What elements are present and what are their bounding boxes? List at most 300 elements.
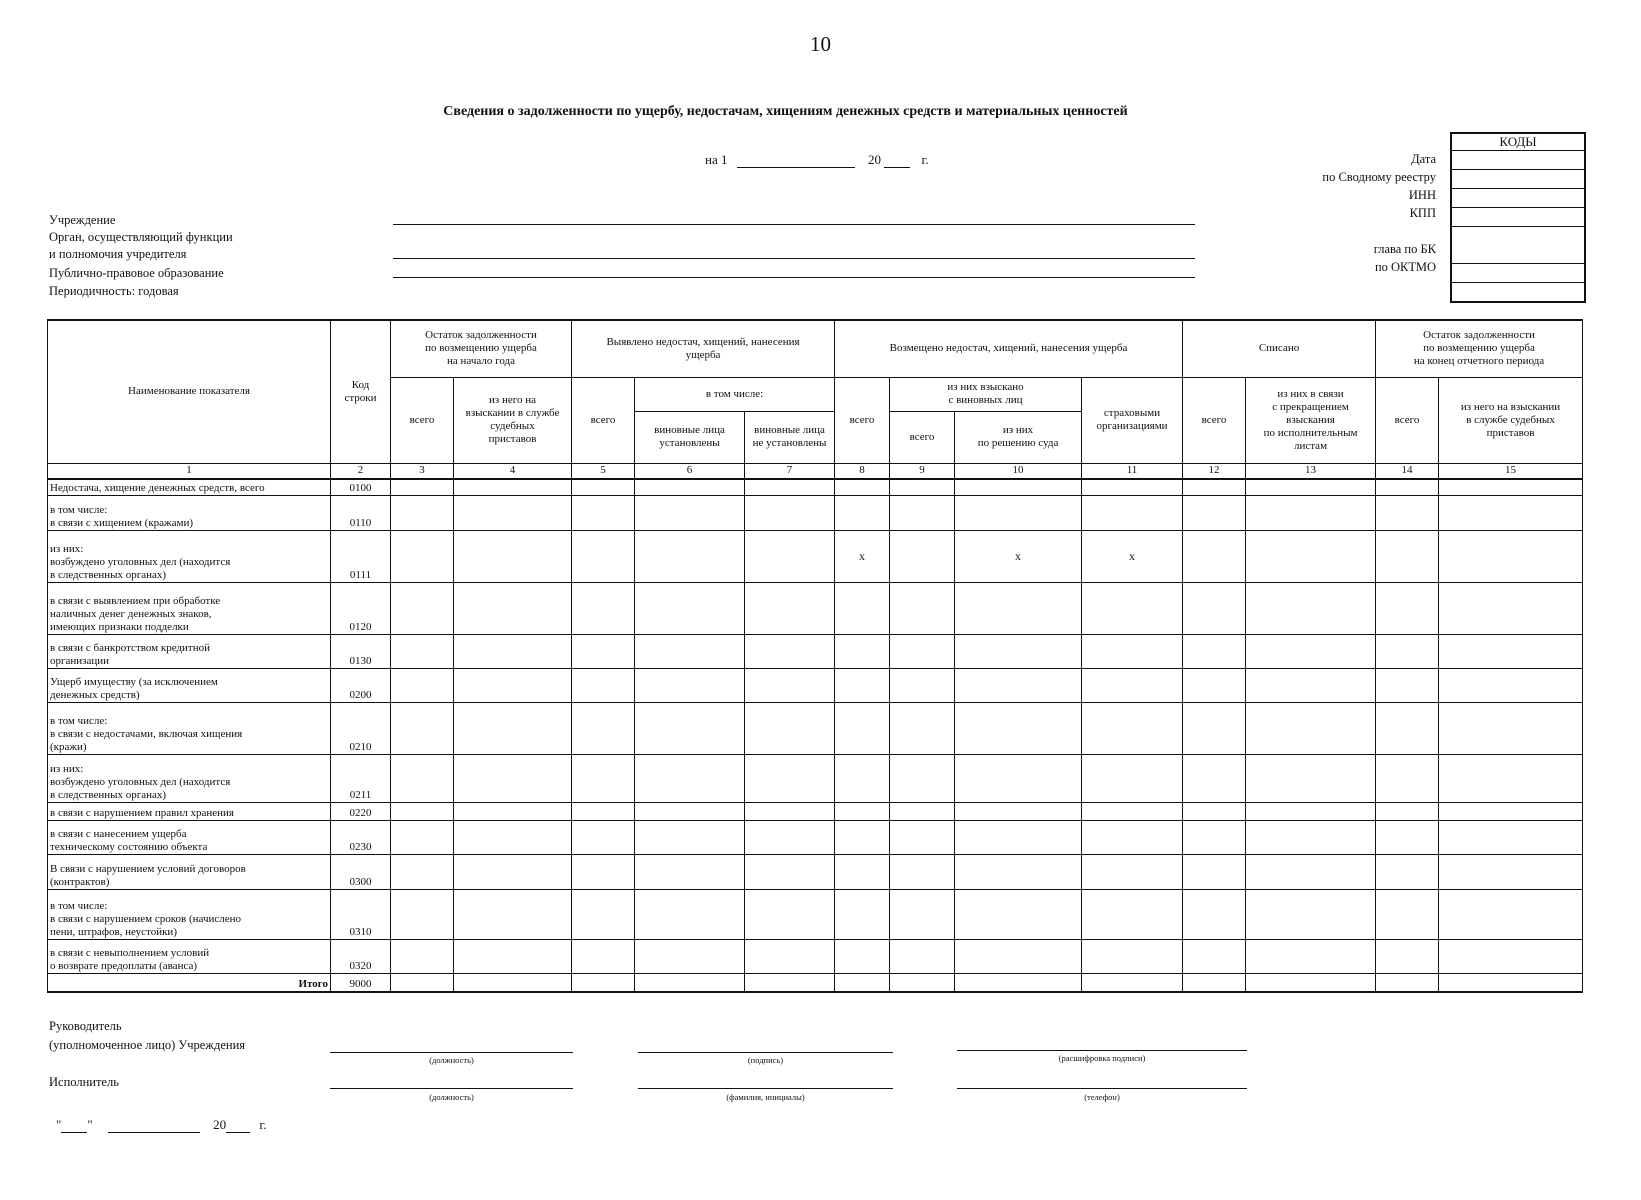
table-cell-col-4[interactable] (454, 703, 572, 755)
sign-year-prefix: 20 (213, 1117, 227, 1132)
table-cell-col-7[interactable] (745, 479, 835, 496)
label-executor: Исполнитель (49, 1075, 119, 1089)
table-cell-col-6[interactable] (635, 669, 745, 703)
row-name: Ущерб имуществу (за исключением денежных средств) (48, 669, 331, 703)
table-cell-col-12[interactable] (1183, 855, 1246, 890)
table-cell-col-12[interactable] (1183, 583, 1246, 635)
table-cell-col-14[interactable] (1376, 803, 1439, 821)
caption-position: (должность) (429, 1055, 474, 1065)
label-head-2: (уполномоченное лицо) Учреждения (49, 1038, 246, 1052)
institution-line[interactable] (393, 224, 1195, 225)
table-cell-col-14[interactable] (1376, 940, 1439, 974)
column-number: 11 (1082, 463, 1183, 479)
label-head-1: Руководитель (49, 1019, 122, 1033)
table-row (48, 755, 1583, 803)
table-row (48, 583, 1583, 635)
table-cell-col-13[interactable] (1246, 855, 1376, 890)
table-cell-col-5[interactable] (572, 803, 635, 821)
label-periodicity: Периодичность: годовая (49, 284, 179, 298)
table-cell-col-4[interactable] (454, 940, 572, 974)
table-cell-col-9[interactable] (890, 583, 955, 635)
col-header-recovered-from-guilty: из них взыскано с виновных лиц (890, 377, 1082, 411)
row-name: в связи с нанесением ущерба техническому состоянию объекта (48, 821, 331, 855)
table-cell-col-15[interactable] (1439, 479, 1583, 496)
label-institution: Учреждение (49, 213, 116, 227)
table-cell-col-8[interactable] (835, 479, 890, 496)
table-cell-col-4[interactable] (454, 496, 572, 531)
date-year-field[interactable] (884, 153, 910, 168)
caption-phone: (телефон) (1084, 1092, 1120, 1102)
table-cell-col-7[interactable] (745, 669, 835, 703)
table-cell-col-3[interactable] (391, 496, 454, 531)
table-cell-col-12[interactable] (1183, 940, 1246, 974)
table-cell-col-6[interactable] (635, 583, 745, 635)
table-cell-col-15[interactable] (1439, 821, 1583, 855)
table-cell-col-15[interactable] (1439, 974, 1583, 992)
table-cell-col-15[interactable] (1439, 635, 1583, 669)
table-cell-col-8[interactable] (835, 669, 890, 703)
table-cell-col-6[interactable] (635, 703, 745, 755)
table-cell-col-8[interactable] (835, 855, 890, 890)
table-cell-col-7[interactable] (745, 531, 835, 583)
col-header-total-9: всего (890, 411, 955, 463)
table-cell-col-8[interactable] (835, 803, 890, 821)
table-cell-col-4[interactable] (454, 755, 572, 803)
col-header-code: Код строки (331, 320, 391, 463)
row-code: 0320 (331, 940, 391, 974)
col-header-bailiffs-4: из него на взыскании в службе судебных приставов (454, 377, 572, 463)
table-cell-col-5[interactable] (572, 531, 635, 583)
table-cell-col-7[interactable] (745, 974, 835, 992)
table-cell-col-13[interactable] (1246, 703, 1376, 755)
table-cell-col-3[interactable] (391, 890, 454, 940)
signature-date (56, 1117, 267, 1133)
table-cell-col-3[interactable] (391, 703, 454, 755)
table-cell-col-12[interactable] (1183, 635, 1246, 669)
table-cell-col-3[interactable] (391, 479, 454, 496)
table-cell-col-7[interactable] (745, 803, 835, 821)
table-cell-col-3[interactable] (391, 669, 454, 703)
codes-label-inn: ИНН (1408, 188, 1436, 202)
quote-open: " (56, 1117, 62, 1132)
row-code: 0130 (331, 635, 391, 669)
codes-box (1450, 132, 1586, 303)
row-name: из них: возбуждено уголовных дел (находится в следственных органах) (48, 531, 331, 583)
table-cell-col-4[interactable] (454, 855, 572, 890)
table-cell-col-5[interactable] (572, 635, 635, 669)
table-cell-col-9[interactable] (890, 669, 955, 703)
column-number: 14 (1376, 463, 1439, 479)
table-cell-col-9[interactable] (890, 940, 955, 974)
table-cell-col-4[interactable] (454, 531, 572, 583)
codes-label-registry: по Сводному реестру (1322, 170, 1436, 184)
table-row (48, 635, 1583, 669)
col-header-bailiffs-15: из него на взыскании в службе судебных приставов (1439, 377, 1583, 463)
table-cell-col-14[interactable] (1376, 855, 1439, 890)
table-cell-col-6[interactable] (635, 855, 745, 890)
table-cell-col-13[interactable] (1246, 940, 1376, 974)
code-cell-empty[interactable] (1452, 283, 1584, 301)
table-cell-col-4[interactable] (454, 669, 572, 703)
table-cell-col-7[interactable] (745, 703, 835, 755)
table-cell-col-15[interactable] (1439, 890, 1583, 940)
row-code: 0230 (331, 821, 391, 855)
table-cell-col-3[interactable] (391, 821, 454, 855)
table-cell-col-13[interactable] (1246, 531, 1376, 583)
table-cell-col-7[interactable] (745, 940, 835, 974)
table-cell-col-10[interactable] (955, 755, 1082, 803)
col-header-guilty-found: виновные лица установлены (635, 411, 745, 463)
codes-label-kpp: КПП (1409, 206, 1436, 220)
head-position-line[interactable] (330, 1052, 573, 1053)
table-cell-col-14[interactable] (1376, 479, 1439, 496)
table-cell-col-15[interactable] (1439, 531, 1583, 583)
table-cell-col-13[interactable] (1246, 803, 1376, 821)
row-code: 0110 (331, 496, 391, 531)
executor-name-line[interactable] (638, 1088, 893, 1089)
table-row (48, 531, 1583, 583)
column-number: 3 (391, 463, 454, 479)
table-cell-col-10[interactable] (955, 669, 1082, 703)
table-cell-col-12[interactable] (1183, 803, 1246, 821)
group-header-written-off: Списано (1183, 320, 1376, 377)
table-cell-col-8[interactable] (835, 821, 890, 855)
table-row (48, 669, 1583, 703)
column-number: 12 (1183, 463, 1246, 479)
table-cell-col-10[interactable] (955, 890, 1082, 940)
table-cell-col-14[interactable] (1376, 496, 1439, 531)
table-cell-col-15[interactable] (1439, 940, 1583, 974)
table-cell-col-9[interactable] (890, 821, 955, 855)
table-cell-col-12[interactable] (1183, 669, 1246, 703)
table-cell-col-13[interactable] (1246, 821, 1376, 855)
date-year-prefix: 20 (867, 152, 881, 167)
row-name: в том числе: в связи с нарушением сроков (начислено пени, штрафов, неустойки) (48, 890, 331, 940)
table-cell-col-7[interactable] (745, 755, 835, 803)
table-cell-col-7[interactable] (745, 855, 835, 890)
code-cell-oktmo[interactable] (1452, 264, 1584, 283)
code-cell-budget-chapter[interactable] (1452, 227, 1584, 264)
table-cell-col-12[interactable] (1183, 821, 1246, 855)
table-cell-col-5[interactable] (572, 703, 635, 755)
table-cell-col-14[interactable] (1376, 669, 1439, 703)
table-cell-col-3[interactable] (391, 803, 454, 821)
col-header-guilty-not-found: виновные лица не установлены (745, 411, 835, 463)
table-cell-col-9[interactable] (890, 890, 955, 940)
table-cell-col-11[interactable] (1082, 583, 1183, 635)
table-cell-col-14[interactable] (1376, 635, 1439, 669)
date-day-month-field[interactable] (737, 153, 855, 168)
row-code: 0220 (331, 803, 391, 821)
table-cell-col-5[interactable] (572, 821, 635, 855)
col-header-total-5: всего (572, 377, 635, 463)
table-cell-col-15[interactable] (1439, 669, 1583, 703)
table-cell-col-14[interactable] (1376, 974, 1439, 992)
table-cell-col-11[interactable] (1082, 479, 1183, 496)
column-number: 13 (1246, 463, 1376, 479)
table-cell-col-15[interactable] (1439, 703, 1583, 755)
table-cell-col-10[interactable] (955, 821, 1082, 855)
column-number: 6 (635, 463, 745, 479)
table-cell-col-13[interactable] (1246, 755, 1376, 803)
table-cell-col-14[interactable] (1376, 890, 1439, 940)
row-name: в том числе: в связи с хищением (кражами) (48, 496, 331, 531)
table-cell-col-11[interactable] (1082, 855, 1183, 890)
executor-phone-line[interactable] (957, 1088, 1247, 1089)
cell-x-mark: x (955, 531, 1082, 583)
table-cell-col-3[interactable] (391, 583, 454, 635)
table-cell-col-7[interactable] (745, 890, 835, 940)
table-cell-col-8[interactable] (835, 583, 890, 635)
row-code: 0210 (331, 703, 391, 755)
row-name: в том числе: в связи с недостачами, включая хищения (кражи) (48, 703, 331, 755)
row-code: 0111 (331, 531, 391, 583)
table-cell-col-11[interactable] (1082, 703, 1183, 755)
sign-month-field[interactable] (108, 1118, 200, 1133)
report-date-line (705, 152, 929, 168)
table-cell-col-13[interactable] (1246, 496, 1376, 531)
column-number: 15 (1439, 463, 1583, 479)
table-cell-col-12[interactable] (1183, 496, 1246, 531)
head-signature-line[interactable] (638, 1052, 893, 1053)
table-cell-col-9[interactable] (890, 531, 955, 583)
table-cell-col-5[interactable] (572, 974, 635, 992)
table-cell-col-15[interactable] (1439, 855, 1583, 890)
table-cell-col-13[interactable] (1246, 669, 1376, 703)
table-cell-col-15[interactable] (1439, 803, 1583, 821)
table-cell-col-12[interactable] (1183, 703, 1246, 755)
table-cell-col-8[interactable] (835, 974, 890, 992)
table-cell-col-5[interactable] (572, 890, 635, 940)
table-cell-col-6[interactable] (635, 803, 745, 821)
table-cell-col-6[interactable] (635, 635, 745, 669)
table-cell-col-8[interactable] (835, 890, 890, 940)
table-cell-col-7[interactable] (745, 496, 835, 531)
table-cell-col-11[interactable] (1082, 803, 1183, 821)
row-name: в связи с нарушением правил хранения (48, 803, 331, 821)
col-header-in-that: в том числе: (635, 377, 835, 411)
table-cell-col-14[interactable] (1376, 703, 1439, 755)
table-cell-col-10[interactable] (955, 940, 1082, 974)
table-cell-col-15[interactable] (1439, 496, 1583, 531)
table-cell-col-12[interactable] (1183, 479, 1246, 496)
table-cell-col-6[interactable] (635, 821, 745, 855)
code-cell-inn[interactable] (1452, 189, 1584, 208)
codes-label-oktmo: по ОКТМО (1374, 260, 1436, 274)
head-decoding-line[interactable] (957, 1050, 1247, 1051)
group-header-end-balance: Остаток задолженности по возмещению ущерба на конец отчетного периода (1376, 320, 1583, 377)
table-cell-col-6[interactable] (635, 755, 745, 803)
cell-x-mark: x (835, 531, 890, 583)
table-cell-col-5[interactable] (572, 583, 635, 635)
table-cell-col-9[interactable] (890, 855, 955, 890)
table-cell-col-9[interactable] (890, 479, 955, 496)
table-cell-col-8[interactable] (835, 703, 890, 755)
table-cell-col-3[interactable] (391, 531, 454, 583)
table-cell-col-10[interactable] (955, 479, 1082, 496)
table-cell-col-6[interactable] (635, 531, 745, 583)
table-cell-col-10[interactable] (955, 974, 1082, 992)
row-name: в связи с выявлением при обработке наличных денег денежных знаков, имеющих признаки подделки (48, 583, 331, 635)
table-cell-col-4[interactable] (454, 479, 572, 496)
form-title: Сведения о задолженности по ущербу, недостачам, хищениям денежных средств и материальных ценностей (443, 104, 1128, 119)
table-cell-col-9[interactable] (890, 755, 955, 803)
table-cell-col-8[interactable] (835, 635, 890, 669)
table-cell-col-12[interactable] (1183, 755, 1246, 803)
table-cell-col-9[interactable] (890, 703, 955, 755)
public-entity-line[interactable] (393, 277, 1195, 278)
table-row (48, 974, 1583, 992)
column-number: 5 (572, 463, 635, 479)
table-cell-col-5[interactable] (572, 669, 635, 703)
column-number: 1 (48, 463, 331, 479)
table-cell-col-13[interactable] (1246, 583, 1376, 635)
table-cell-col-3[interactable] (391, 755, 454, 803)
row-code: 0200 (331, 669, 391, 703)
table-cell-col-11[interactable] (1082, 974, 1183, 992)
codes-label-budget-chapter: глава по БК (1373, 242, 1436, 256)
row-name: В связи с нарушением условий договоров (контрактов) (48, 855, 331, 890)
table-cell-col-10[interactable] (955, 855, 1082, 890)
table-cell-col-5[interactable] (572, 855, 635, 890)
table-cell-col-8[interactable] (835, 755, 890, 803)
table-cell-col-9[interactable] (890, 635, 955, 669)
table-cell-col-11[interactable] (1082, 890, 1183, 940)
table-cell-col-3[interactable] (391, 974, 454, 992)
table-cell-col-10[interactable] (955, 635, 1082, 669)
group-header-detected: Выявлено недостач, хищений, нанесения ущерба (572, 320, 835, 377)
table-cell-col-11[interactable] (1082, 755, 1183, 803)
row-name: в связи с невыполнением условий о возврате предоплаты (аванса) (48, 940, 331, 974)
debt-table (47, 319, 1583, 993)
label-founder-2: и полномочия учредителя (49, 247, 187, 261)
table-row (48, 940, 1583, 974)
caption-position: (должность) (429, 1092, 474, 1102)
row-code: 0120 (331, 583, 391, 635)
table-cell-col-11[interactable] (1082, 496, 1183, 531)
table-cell-col-9[interactable] (890, 974, 955, 992)
table-row (48, 890, 1583, 940)
row-name: из них: возбуждено уголовных дел (находится в следственных органах) (48, 755, 331, 803)
table-cell-col-5[interactable] (572, 479, 635, 496)
table-cell-col-3[interactable] (391, 940, 454, 974)
column-number: 8 (835, 463, 890, 479)
table-cell-col-4[interactable] (454, 821, 572, 855)
column-number: 2 (331, 463, 391, 479)
table-cell-col-15[interactable] (1439, 755, 1583, 803)
table-cell-col-10[interactable] (955, 803, 1082, 821)
sign-year-field[interactable] (226, 1118, 250, 1133)
table-cell-col-11[interactable] (1082, 635, 1183, 669)
code-cell-registry[interactable] (1452, 170, 1584, 189)
col-header-writeoff-reason: из них в связи с прекращением взыскания по исполнительным листам (1246, 377, 1376, 463)
table-cell-col-13[interactable] (1246, 635, 1376, 669)
table-cell-col-6[interactable] (635, 974, 745, 992)
table-row (48, 496, 1583, 531)
table-cell-col-14[interactable] (1376, 583, 1439, 635)
date-prefix: на 1 (705, 152, 728, 167)
table-cell-col-6[interactable] (635, 479, 745, 496)
table-cell-col-11[interactable] (1082, 669, 1183, 703)
table-cell-col-15[interactable] (1439, 583, 1583, 635)
table-cell-col-13[interactable] (1246, 974, 1376, 992)
table-cell-col-8[interactable] (835, 496, 890, 531)
col-header-total-12: всего (1183, 377, 1246, 463)
table-cell-col-5[interactable] (572, 940, 635, 974)
column-number: 10 (955, 463, 1082, 479)
table-cell-col-13[interactable] (1246, 890, 1376, 940)
table-cell-col-6[interactable] (635, 496, 745, 531)
code-cell-kpp[interactable] (1452, 208, 1584, 227)
group-header-start-balance: Остаток задолженности по возмещению ущерба на начало года (391, 320, 572, 377)
table-cell-col-3[interactable] (391, 635, 454, 669)
group-header-compensated: Возмещено недостач, хищений, нанесения ущерба (835, 320, 1183, 377)
table-cell-col-7[interactable] (745, 635, 835, 669)
label-founder-1: Орган, осуществляющий функции (49, 230, 233, 244)
table-cell-col-5[interactable] (572, 755, 635, 803)
table-cell-col-11[interactable] (1082, 821, 1183, 855)
column-number: 4 (454, 463, 572, 479)
table-cell-col-4[interactable] (454, 890, 572, 940)
table-cell-col-11[interactable] (1082, 940, 1183, 974)
table-cell-col-4[interactable] (454, 635, 572, 669)
row-name: Недостача, хищение денежных средств, всего (48, 479, 331, 496)
table-cell-col-6[interactable] (635, 940, 745, 974)
table-cell-col-4[interactable] (454, 974, 572, 992)
row-name: Итого (48, 974, 331, 992)
table-cell-col-10[interactable] (955, 583, 1082, 635)
table-cell-col-14[interactable] (1376, 821, 1439, 855)
table-cell-col-7[interactable] (745, 583, 835, 635)
table-row (48, 821, 1583, 855)
table-cell-col-8[interactable] (835, 940, 890, 974)
col-header-court: из них по решению суда (955, 411, 1082, 463)
table-cell-col-10[interactable] (955, 496, 1082, 531)
code-cell-date[interactable] (1452, 151, 1584, 170)
table-cell-col-3[interactable] (391, 855, 454, 890)
executor-position-line[interactable] (330, 1088, 573, 1089)
table-cell-col-10[interactable] (955, 703, 1082, 755)
table-cell-col-4[interactable] (454, 583, 572, 635)
row-name: в связи с банкротством кредитной организации (48, 635, 331, 669)
table-row (48, 703, 1583, 755)
col-header-name: Наименование показателя (48, 320, 331, 463)
sign-date-suffix: г. (259, 1117, 267, 1132)
table-cell-col-12[interactable] (1183, 974, 1246, 992)
codes-header: КОДЫ (1452, 134, 1584, 151)
table-cell-col-9[interactable] (890, 496, 955, 531)
table-cell-col-12[interactable] (1183, 531, 1246, 583)
table-row (48, 479, 1583, 496)
table-cell-col-14[interactable] (1376, 531, 1439, 583)
table-row (48, 803, 1583, 821)
table-cell-col-9[interactable] (890, 803, 955, 821)
table-cell-col-12[interactable] (1183, 890, 1246, 940)
table-cell-col-5[interactable] (572, 496, 635, 531)
table-cell-col-13[interactable] (1246, 479, 1376, 496)
table-cell-col-7[interactable] (745, 821, 835, 855)
column-numbers-row (48, 463, 1583, 479)
table-cell-col-6[interactable] (635, 890, 745, 940)
col-header-total-8: всего (835, 377, 890, 463)
column-number: 9 (890, 463, 955, 479)
table-cell-col-4[interactable] (454, 803, 572, 821)
col-header-insurers: страховыми организациями (1082, 377, 1183, 463)
founder-line[interactable] (393, 258, 1195, 259)
table-cell-col-14[interactable] (1376, 755, 1439, 803)
sign-day-field[interactable] (61, 1118, 87, 1133)
row-code: 0310 (331, 890, 391, 940)
